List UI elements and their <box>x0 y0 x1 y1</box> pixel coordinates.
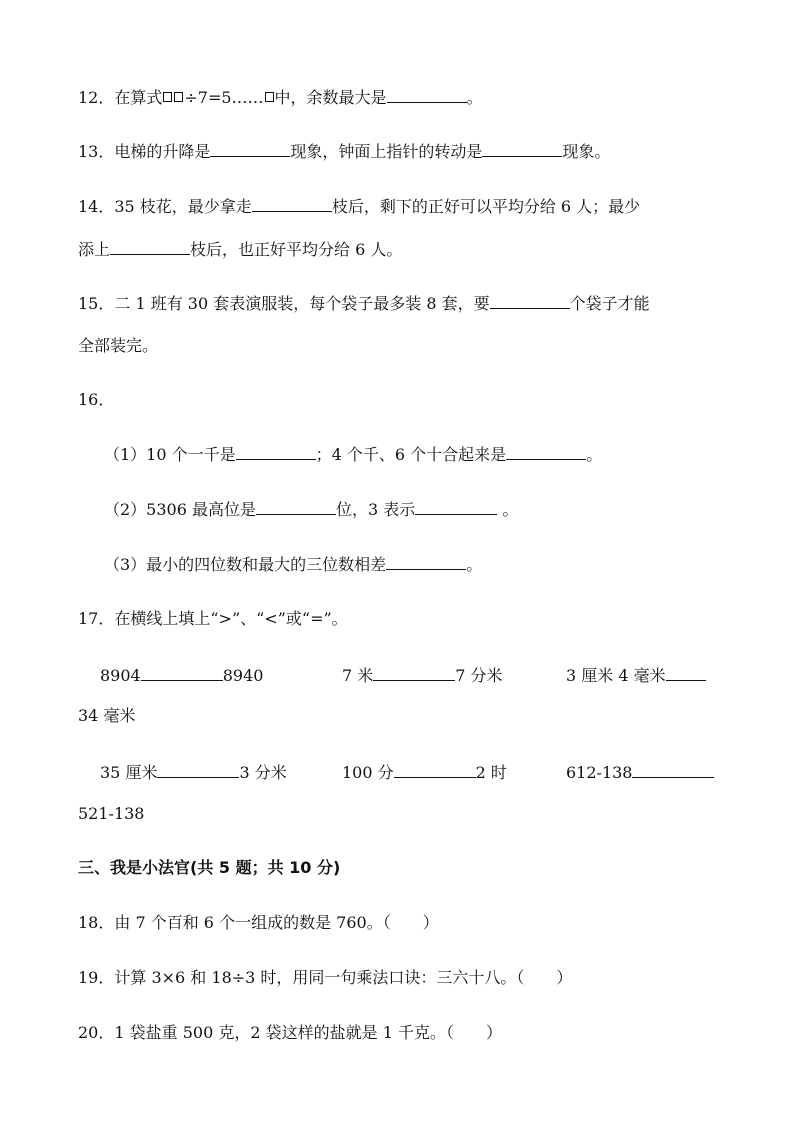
q16-p3-b: 。 <box>466 555 483 574</box>
q16-p2-c: 。 <box>497 500 519 519</box>
question-16-part-1 <box>104 444 602 465</box>
q17-r1c2-left: 7 米 <box>342 666 374 685</box>
q16-p2-a: （2）5306 最高位是 <box>104 500 256 519</box>
q16-p2-b: 位，3 表示 <box>336 500 416 519</box>
q16-p1-b: ；4 个千、6 个十合起来是 <box>315 445 507 464</box>
question-20 <box>78 1023 502 1043</box>
q16-p1-a: （1）10 个一千是 <box>104 445 236 464</box>
q12-mid: ÷7=5…… <box>184 88 264 107</box>
question-16-number <box>78 390 114 410</box>
q17-r2c3-left: 612-138 <box>566 763 633 782</box>
q15-text-b: 个袋子才能 <box>569 294 650 313</box>
q14-text-d: 枝后，也正好平均分给 6 人。 <box>190 240 403 259</box>
q13-text-a: 13．电梯的升降是 <box>78 142 211 161</box>
answer-blank[interactable] <box>373 665 455 681</box>
answer-blank[interactable] <box>415 499 497 515</box>
answer-blank[interactable] <box>666 665 706 681</box>
q18-text: 18．由 7 个百和 6 个一组成的数是 760。（ ） <box>78 913 439 932</box>
question-18 <box>78 913 439 933</box>
answer-blank[interactable] <box>394 762 476 778</box>
q17-row2-continuation <box>78 804 144 824</box>
question-12 <box>78 87 483 108</box>
question-16-part-2 <box>104 499 518 520</box>
answer-blank[interactable] <box>256 499 336 515</box>
section-3-heading <box>78 858 340 878</box>
q17-row1-item3 <box>566 665 706 686</box>
answer-blank[interactable] <box>482 141 562 157</box>
q16-p3-a: （3）最小的四位数和最大的三位数相差 <box>104 555 387 574</box>
q17-row2-item1 <box>100 762 287 783</box>
q17-row1-item2 <box>342 665 503 686</box>
answer-blank[interactable] <box>386 554 466 570</box>
answer-blank[interactable] <box>210 141 290 157</box>
answer-blank[interactable] <box>632 762 714 778</box>
q20-text: 20．1 袋盐重 500 克，2 袋这样的盐就是 1 千克。（ ） <box>78 1023 502 1042</box>
question-15-line-2 <box>78 336 158 356</box>
question-19 <box>78 968 572 988</box>
q16-number: 16． <box>78 390 115 409</box>
question-17-stem <box>78 609 348 629</box>
section-title: 三、我是小法官(共 5 题；共 10 分) <box>78 858 341 877</box>
question-16-part-3 <box>104 554 482 575</box>
answer-blank[interactable] <box>490 293 570 309</box>
q14-text-c: 添上 <box>78 240 111 259</box>
q17-r1c2-right: 7 分米 <box>455 666 503 685</box>
q17-row2-item2 <box>342 762 507 783</box>
q17-r2c1-left: 35 厘米 <box>100 763 158 782</box>
answer-blank[interactable] <box>506 444 586 460</box>
question-15-line-1 <box>78 293 650 314</box>
q13-text-c: 现象。 <box>562 142 611 161</box>
q17-r2c2-right: 2 时 <box>475 763 507 782</box>
q12-end: 。 <box>466 88 483 107</box>
question-14-line-1 <box>78 196 640 217</box>
q17-r1c3-right: 34 毫米 <box>78 706 136 725</box>
answer-blank[interactable] <box>252 196 332 212</box>
q17-r1c1-left: 8904 <box>100 666 141 685</box>
q14-text-a: 14．35 枝花，最少拿走 <box>78 197 252 216</box>
q17-row1-continuation <box>78 706 135 726</box>
q17-r2c3-right: 521-138 <box>78 804 145 823</box>
answer-blank[interactable] <box>110 239 190 255</box>
q12-suffix: 中，余数最大是 <box>274 88 387 107</box>
digit-box-icon <box>174 92 183 102</box>
answer-blank[interactable] <box>141 665 223 681</box>
q19-text: 19．计算 3×6 和 18÷3 时，用同一句乘法口诀：三六十八。（ ） <box>78 968 573 987</box>
q17-r2c1-right: 3 分米 <box>239 763 287 782</box>
q12-prefix: 12．在算式 <box>78 88 163 107</box>
q13-text-b: 现象，钟面上指针的转动是 <box>290 142 483 161</box>
digit-box-icon <box>163 92 172 102</box>
q17-r2c2-left: 100 分 <box>342 763 394 782</box>
q17-r1c3-left: 3 厘米 4 毫米 <box>566 666 666 685</box>
question-13 <box>78 141 610 162</box>
q16-p1-c: 。 <box>586 445 603 464</box>
q15-text-a: 15．二 1 班有 30 套表演服装，每个袋子最多装 8 套，要 <box>78 294 490 313</box>
answer-blank[interactable] <box>387 87 467 103</box>
digit-box-icon <box>265 92 274 102</box>
q17-stem: 17．在横线上填上“>”、“<”或“=”。 <box>78 609 348 628</box>
q17-row1-item1 <box>100 665 263 686</box>
q14-text-b: 枝后，剩下的正好可以平均分给 6 人；最少 <box>331 197 641 216</box>
q17-r1c1-right: 8940 <box>222 666 264 685</box>
q17-row2-item3 <box>566 762 714 783</box>
q15-text-c: 全部装完。 <box>78 336 159 355</box>
answer-blank[interactable] <box>236 444 316 460</box>
question-14-line-2 <box>78 239 402 260</box>
answer-blank[interactable] <box>157 762 239 778</box>
